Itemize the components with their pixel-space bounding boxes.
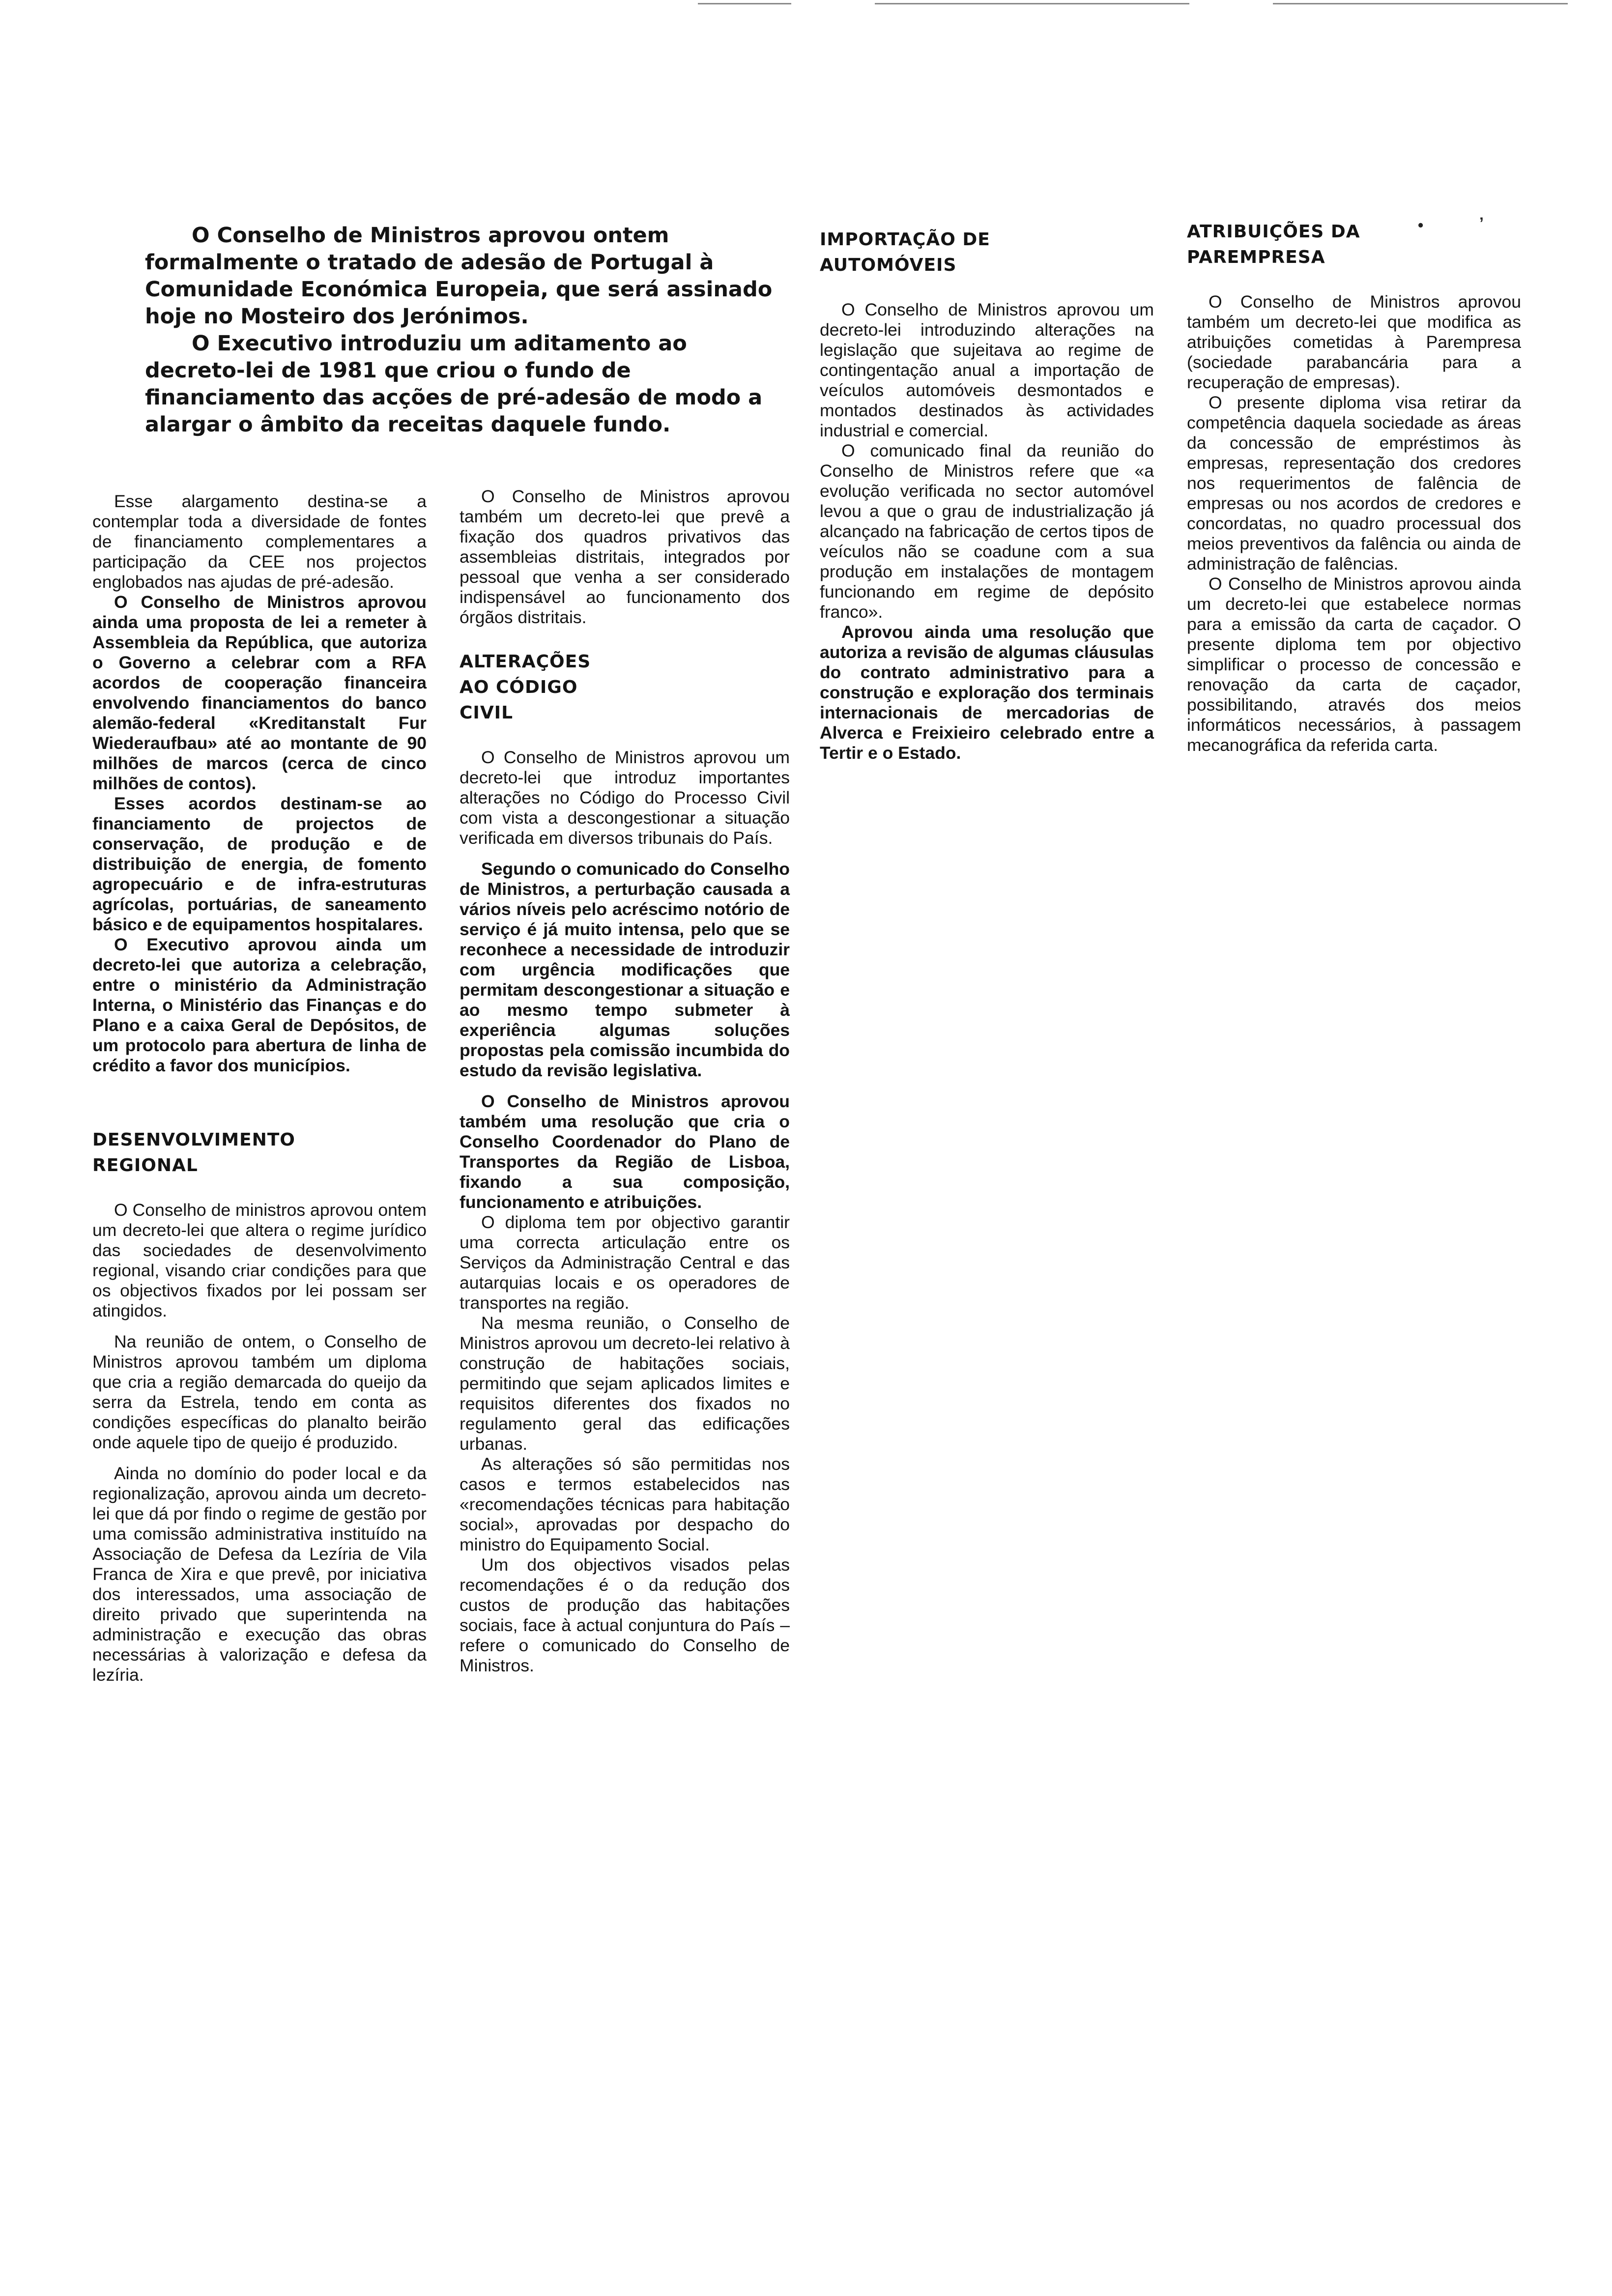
body-paragraph: O Conselho de ministros aprovou ontem um decreto-lei que altera o regime jurídico das sociedades de desenvolvimento regional, visando criar condições para que os objectivos fixados por lei possam ser atingidos. (92, 1200, 427, 1320)
body-paragraph: Ainda no domínio do poder local e da regionalização, aprovou ainda um decreto-lei que dá por findo o regime de gestão por uma comissão administrativa instituído na Associação de Defesa da Lezíria de Vila Franca de Xira e que prevê, por iniciativa dos interessados, uma associação de direito privado que superintenda na administração e execução das obras necessárias à valorização e defesa da lezíria. (92, 1464, 427, 1685)
section-heading: IMPORTAÇÃO DE AUTOMÓVEIS (820, 230, 990, 275)
body-paragraph: O Conselho de Ministros aprovou ainda um decreto-lei que estabelece normas para a emissão da carta de caçador. O presente diploma tem por objectivo simplificar o processo de concessão e renovação da carta de caçador, possibilitando, através dos meios informáticos necessários, à passagem mecanográfica da referida carta. (1187, 574, 1521, 755)
column-2 (460, 487, 790, 1676)
body-paragraph: Aprovou ainda uma resolução que autoriza a revisão de algumas cláusulas do contrato administrativo para a construção e exploração dos terminais internacionais de mercadorias de Alverca e Freixieiro celebrado entre a Tertir e o Estado. (820, 622, 1154, 763)
body-paragraph: As alterações só são permitidas nos casos e termos estabelecidos nas «recomendações técnicas para habitação social», aprovadas por despacho do ministro do Equipamento Social. (460, 1454, 790, 1554)
column-4 (1187, 219, 1521, 755)
column-3 (820, 227, 1154, 763)
scan-artifact-line (698, 3, 791, 4)
body-paragraph: O Conselho de Ministros aprovou ainda uma proposta de lei a remeter à Assembleia da República, que autoriza o Governo a celebrar com a RFA acordos de cooperação financeira envolvendo financiamentos do banco alemão-federal «Kreditanstalt Fur Wiederaufbau» até ao montante de 90 milhões de marcos (cerca de cinco milhões de contos). (92, 592, 427, 793)
lead-paragraph: O Executivo introduziu um aditamento ao decreto-lei de 1981 que criou o fundo de financiamento das acções de pré-adesão de modo a alargar o âmbito da receitas daquele fundo. (145, 331, 763, 437)
body-paragraph: O Conselho de Ministros aprovou também um decreto-lei que prevê a fixação dos quadros privativos das assembleias distritais, integrados por pessoal que venha a ser considerado indispensável ao funcionamento dos órgãos distritais. (460, 487, 790, 627)
section-heading: ATRIBUIÇÕES DA PAREMPRESA (1187, 222, 1360, 267)
lead-paragraph: O Conselho de Ministros aprovou ontem formalmente o tratado de adesão de Portugal à Comunidade Económica Europeia, que será assinado hoje no Mosteiro dos Jerónimos. (145, 223, 773, 329)
scan-artifact-mark: • (1418, 216, 1424, 234)
column-1 (92, 491, 427, 1685)
body-paragraph: O Conselho de Ministros aprovou também um decreto-lei que modifica as atribuições cometidas à Parempresa (sociedade parabancária para a recuperação de empresas). (1187, 292, 1521, 392)
lead-block (145, 222, 784, 438)
body-paragraph: Esse alargamento destina-se a contemplar toda a diversidade de fontes de financiamento complementares a participação da CEE nos projectos englobados nas ajudas de pré-adesão. (92, 491, 427, 592)
body-paragraph: O Conselho de Ministros aprovou um decreto-lei que introduz importantes alterações no Código do Processo Civil com vista a descongestionar a situação verificada em diversos tribunais do País. (460, 747, 790, 848)
body-paragraph: O comunicado final da reunião do Conselho de Ministros refere que «a evolução verificada no sector automóvel levou a que o grau de industrialização já alcançado na fabricação de certos tipos de veículos não se coadune com a sua produção em instalações de montagem funcionando em regime de depósito franco». (820, 441, 1154, 622)
body-paragraph: O Conselho de Ministros aprovou um decreto-lei introduzindo alterações na legislação que sujeitava ao regime de contingentação anual a importação de veículos automóveis desmontados e montados destinados às actividades industrial e comercial. (820, 300, 1154, 440)
section-heading: DESENVOLVIMENTO REGIONAL (92, 1130, 295, 1176)
body-paragraph: O Executivo aprovou ainda um decreto-lei que autoriza a celebração, entre o ministério da Administração Interna, o Ministério das Finanças e do Plano e a caixa Geral de Depósitos, de um protocolo para abertura de linha de crédito a favor dos municípios. (92, 935, 427, 1075)
body-paragraph: O Conselho de Ministros aprovou também uma resolução que cria o Conselho Coordenador do Plano de Transportes da Região de Lisboa, fixando a sua composição, funcionamento e atribuições. (460, 1091, 790, 1212)
scan-artifact-line (1273, 3, 1568, 4)
body-paragraph: O diploma tem por objectivo garantir uma correcta articulação entre os Serviços da Administração Central e das autarquias locais e os operadores de transportes na região. (460, 1212, 790, 1313)
body-paragraph: Na reunião de ontem, o Conselho de Ministros aprovou também um diploma que cria a região demarcada do queijo da serra da Estrela, tendo em conta as condições específicas do planalto beirão onde aquele tipo de queijo é produzido. (92, 1332, 427, 1452)
scan-artifact-line (875, 3, 1189, 4)
body-paragraph: Esses acordos destinam-se ao financiamento de projectos de conservação, de produção e de distribuição de energia, de fomento agropecuário e de infra-estruturas agrícolas, portuárias, de saneamento básico e de equipamentos hospitalares. (92, 794, 427, 934)
body-paragraph: Segundo o comunicado do Conselho de Ministros, a perturbação causada a vários níveis pelo acréscimo notório de serviço é já muito intensa, pelo que se reconhece a necessidade de introduzir com urgência modificações que permitam descongestionar a situação e ao mesmo tempo submeter à experiência algumas soluções propostas pela comissão incumbida do estudo da revisão legislativa. (460, 859, 790, 1080)
section-heading: ALTERAÇÕES AO CÓDIGO CIVIL (460, 652, 591, 723)
body-paragraph: O presente diploma visa retirar da competência daquela sociedade as áreas da concessão de empréstimos às empresas, representação dos credores nos requerimentos de falência de empresas ou nos acordos de credores e concordatas, no quadro processual dos meios preventivos da falência ou ainda de administração de falências. (1187, 393, 1521, 574)
body-paragraph: Na mesma reunião, o Conselho de Ministros aprovou um decreto-lei relativo à construção de habitações sociais, permitindo que sejam aplicados limites e requisitos diferentes dos fixados no regulamento geral das edificações urbanas. (460, 1313, 790, 1454)
body-paragraph: Um dos objectivos visados pelas recomendações é o da redução dos custos de produção das habitações sociais, face à actual conjuntura do País – refere o comunicado do Conselho de Ministros. (460, 1555, 790, 1675)
scan-artifact-mark: ’ (1479, 214, 1484, 232)
